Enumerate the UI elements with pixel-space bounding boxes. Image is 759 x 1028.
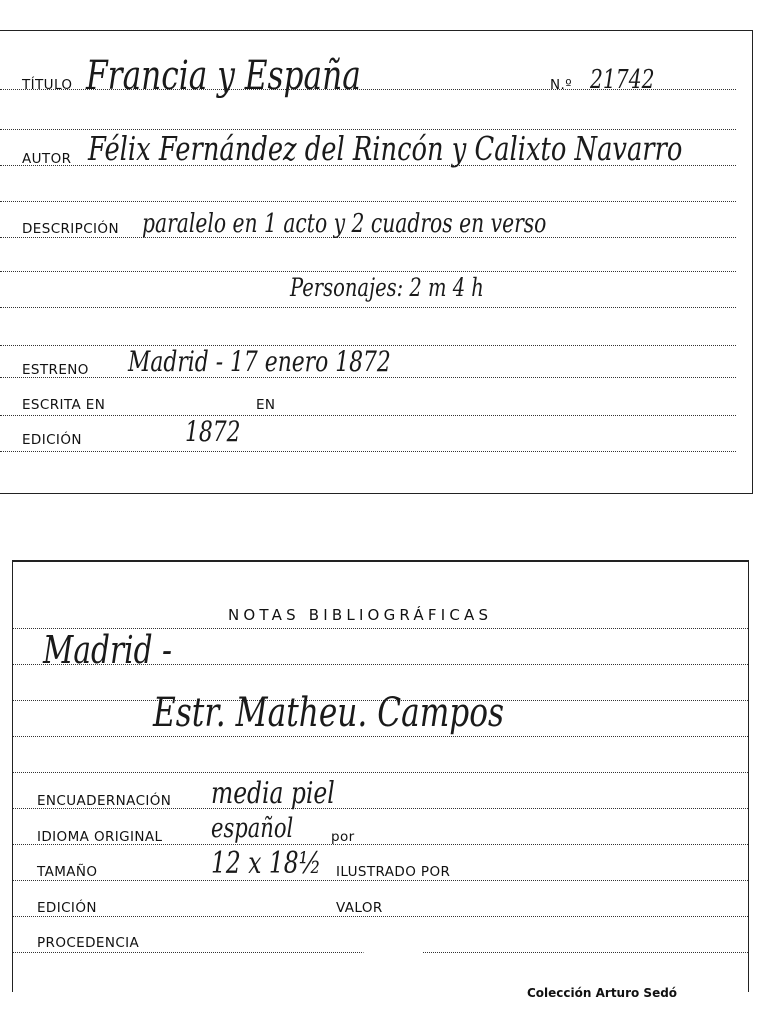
edicion-value: 1872 xyxy=(185,415,241,448)
collection-credit: Colección Arturo Sedó xyxy=(527,986,678,1000)
notas-line-2: Estr. Matheu. Campos xyxy=(153,690,505,736)
ink-blot xyxy=(335,417,385,447)
escrita-en-label: ESCRITA EN xyxy=(22,397,106,413)
autor-value: Félix Fernández del Rincón y Calixto Navarro xyxy=(88,129,683,168)
titulo-label: TÍTULO xyxy=(22,77,73,93)
en-label: EN xyxy=(256,397,276,413)
ruled-line xyxy=(13,916,748,917)
por-label: por xyxy=(331,829,355,845)
estreno-value: Madrid - 17 enero 1872 xyxy=(128,345,391,378)
valor-label: VALOR xyxy=(336,900,383,916)
descripcion-value-line2: Personajes: 2 m 4 h xyxy=(290,273,484,302)
ruled-line xyxy=(13,736,748,737)
procedencia-label: PROCEDENCIA xyxy=(37,935,140,951)
notas-line-1: Madrid - xyxy=(43,628,173,672)
ruled-line xyxy=(0,271,736,272)
tamano-label: TAMAÑO xyxy=(37,864,98,880)
encuadernacion-label: ENCUADERNACIÓN xyxy=(37,793,172,809)
ruled-line xyxy=(0,307,736,308)
descripcion-label: DESCRIPCIÓN xyxy=(22,221,119,237)
ruled-line xyxy=(0,415,736,416)
edicion-back-label: EDICIÓN xyxy=(37,900,97,916)
catalog-card-back xyxy=(12,560,749,992)
titulo-value: Francia y España xyxy=(86,53,361,99)
ruled-line xyxy=(13,880,748,881)
edicion-label: EDICIÓN xyxy=(22,432,82,448)
encuadernacion-value: media piel xyxy=(211,776,335,811)
descripcion-value: paralelo en 1 acto y 2 cuadros en verso xyxy=(142,209,547,239)
ruled-line xyxy=(0,451,736,452)
tamano-value: 12 x 18½ xyxy=(211,846,322,881)
catalog-card-front xyxy=(0,30,753,494)
numero-value: 21742 xyxy=(590,65,655,95)
estreno-label: ESTRENO xyxy=(22,362,89,378)
ruled-line xyxy=(0,201,736,202)
numero-label: N.º xyxy=(550,77,572,93)
ruled-line xyxy=(13,772,748,773)
ilustrado-por-label: ILUSTRADO POR xyxy=(336,864,451,880)
idioma-original-value: español xyxy=(211,813,294,844)
ink-blot xyxy=(363,936,423,976)
idioma-original-label: IDIOMA ORIGINAL xyxy=(37,829,163,845)
notas-heading: NOTAS BIBLIOGRÁFICAS xyxy=(228,606,493,624)
autor-label: AUTOR xyxy=(22,151,72,167)
